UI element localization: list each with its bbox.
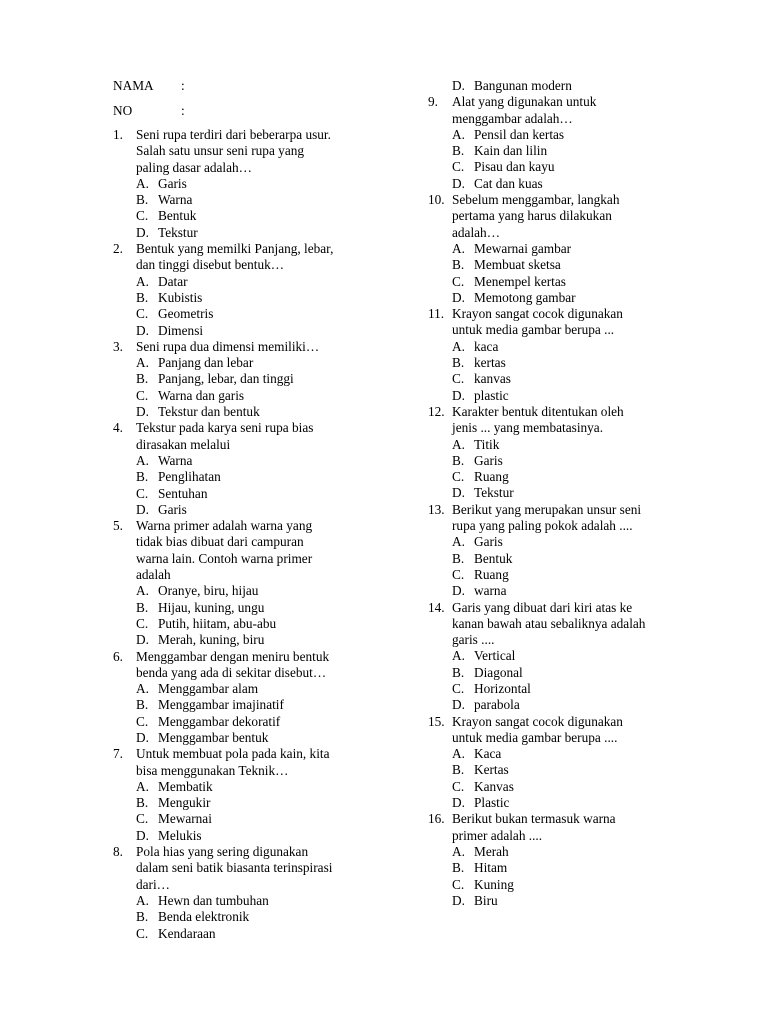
option-text: Mengukir <box>158 795 211 811</box>
question-item <box>113 339 363 420</box>
answer-options <box>136 681 363 746</box>
option-letter: C. <box>452 273 465 289</box>
option-text: Mewarnai gambar <box>474 240 572 256</box>
option-text: Kertas <box>474 762 509 778</box>
answer-option <box>452 860 678 876</box>
option-letter: B. <box>452 860 465 876</box>
option-text: Bentuk <box>474 550 513 566</box>
option-letter: A. <box>452 534 465 550</box>
answer-option <box>452 567 678 583</box>
option-text: Menggambar alam <box>158 681 259 697</box>
answer-option <box>136 371 363 387</box>
answer-option <box>136 893 363 909</box>
option-text: Warna <box>158 192 193 208</box>
option-letter: D. <box>452 583 465 599</box>
option-letter: B. <box>452 257 465 273</box>
question-item <box>113 518 363 648</box>
option-letter: C. <box>136 713 149 729</box>
question-number: 3. <box>113 338 123 354</box>
question-text-line: Pola hias yang sering digunakan <box>136 844 309 860</box>
answer-option <box>136 583 363 599</box>
option-text: Kaca <box>474 746 502 762</box>
option-text: plastic <box>474 387 509 403</box>
option-text: Sentuhan <box>158 485 208 501</box>
option-text: Garis <box>474 534 503 550</box>
answer-options <box>452 648 678 713</box>
option-letter: B. <box>452 143 465 159</box>
question-text-line: warna lain. Contoh warna primer <box>136 550 313 566</box>
option-text: Putih, hiitam, abu-abu <box>158 615 277 631</box>
option-text: Bangunan modern <box>474 78 572 93</box>
option-letter: C. <box>136 485 149 501</box>
question-text <box>452 811 678 844</box>
question-number: 4. <box>113 420 123 436</box>
answer-options <box>136 355 363 420</box>
answer-option <box>136 632 363 648</box>
answer-option <box>452 877 678 893</box>
answer-option <box>452 583 678 599</box>
option-text: Merah, kuning, biru <box>158 632 265 648</box>
option-letter: D. <box>136 632 149 648</box>
option-letter: C. <box>452 469 465 485</box>
question-item <box>113 844 363 942</box>
answer-options <box>136 779 363 844</box>
question-text <box>452 94 678 127</box>
answer-option <box>452 795 678 811</box>
question-item <box>428 811 678 909</box>
option-text: Menempel kertas <box>474 273 566 289</box>
answer-options <box>136 176 363 241</box>
question-text-line: menggambar adalah… <box>452 110 573 126</box>
answer-option <box>452 893 678 909</box>
answer-option <box>452 127 678 143</box>
answer-option <box>452 469 678 485</box>
question-text-line: Salah satu unsur seni rupa yang <box>136 143 305 159</box>
option-text: kanvas <box>474 371 511 387</box>
question-text <box>452 502 678 535</box>
option-text: Geometris <box>158 306 214 322</box>
question-text <box>452 192 678 241</box>
option-letter: A. <box>136 175 149 191</box>
option-letter: D. <box>136 501 149 517</box>
answer-options <box>136 274 363 339</box>
question-item <box>113 649 363 747</box>
question-text-line: untuk media gambar berupa ... <box>452 322 615 338</box>
option-text: Benda elektronik <box>158 909 250 925</box>
answer-option <box>136 404 363 420</box>
question-text-line: Bentuk yang memilki Panjang, lebar, <box>136 241 334 257</box>
option-text: Kanvas <box>474 778 514 794</box>
answer-option <box>452 257 678 273</box>
option-text: Bentuk <box>158 208 197 224</box>
option-letter: C. <box>452 778 465 794</box>
option-letter: B. <box>136 599 149 615</box>
answer-option <box>452 844 678 860</box>
question-text <box>452 404 678 437</box>
option-text: Cat dan kuas <box>474 175 543 191</box>
question-text-line: dan tinggi disebut bentuk… <box>136 257 285 273</box>
question-text-line: benda yang ada di sekitar disebut… <box>136 664 327 680</box>
option-text: Hijau, kuning, ungu <box>158 599 265 615</box>
option-letter: D. <box>452 175 465 191</box>
question-item <box>113 127 363 241</box>
option-text: Garis <box>158 501 187 517</box>
answer-option <box>136 616 363 632</box>
option-text: Horizontal <box>474 680 531 696</box>
question-text <box>136 420 363 453</box>
option-letter: C. <box>452 876 465 892</box>
question-text <box>136 649 363 682</box>
option-letter: D. <box>452 697 465 713</box>
answer-option <box>452 371 678 387</box>
answer-option <box>136 714 363 730</box>
option-text: Kain dan lilin <box>474 143 548 159</box>
option-text: Kuning <box>474 876 514 892</box>
option-letter: A. <box>136 273 149 289</box>
question-text-line: Menggambar dengan meniru bentuk <box>136 648 330 664</box>
answer-option <box>136 681 363 697</box>
option-letter: D. <box>452 387 465 403</box>
answer-option <box>136 795 363 811</box>
answer-option <box>136 486 363 502</box>
option-text: Tekstur <box>158 224 198 240</box>
question-number: 10. <box>428 192 445 208</box>
answer-option <box>136 697 363 713</box>
option-text: Penglihatan <box>158 469 221 485</box>
option-letter: A. <box>452 746 465 762</box>
option-letter: A. <box>136 452 149 468</box>
option-letter: B. <box>452 664 465 680</box>
question-text-line: dalam seni batik biasanta terinspirasi <box>136 860 333 876</box>
option-text: Menggambar imajinatif <box>158 697 284 713</box>
option-text: Mewarnai <box>158 811 212 827</box>
option-letter: A. <box>136 681 149 697</box>
option-letter: B. <box>136 697 149 713</box>
question-column-right <box>428 78 678 909</box>
question-text-line: Alat yang digunakan untuk <box>452 94 597 110</box>
answer-option <box>136 926 363 942</box>
answer-options <box>452 844 678 909</box>
name-label: NAMA <box>113 78 154 93</box>
option-text: Panjang, lebar, dan tinggi <box>158 371 294 387</box>
option-text: Menggambar bentuk <box>158 729 269 745</box>
option-letter: D. <box>136 322 149 338</box>
option-text: Pensil dan kertas <box>474 126 565 142</box>
question-item <box>428 502 678 600</box>
question-number: 13. <box>428 501 445 517</box>
option-letter: A. <box>452 126 465 142</box>
answer-option <box>136 208 363 224</box>
option-letter: A. <box>136 892 149 908</box>
option-letter: C. <box>136 811 149 827</box>
option-letter: D. <box>452 289 465 305</box>
option-text: Datar <box>158 273 188 289</box>
option-text: Kubistis <box>158 289 203 305</box>
answer-options <box>452 534 678 599</box>
answer-option <box>452 762 678 778</box>
answer-option <box>136 323 363 339</box>
option-text: Warna <box>158 452 193 468</box>
question-item <box>428 714 678 812</box>
option-text: Membatik <box>158 778 213 794</box>
question-item <box>113 241 363 339</box>
question-text <box>136 518 363 583</box>
question-number: 8. <box>113 844 123 860</box>
question-text-line: primer adalah .... <box>452 827 543 843</box>
option-text: Menggambar dekoratif <box>158 713 281 729</box>
option-letter: B. <box>136 289 149 305</box>
option-text: Garis <box>158 175 187 191</box>
option-text: Memotong gambar <box>474 289 576 305</box>
option-text: Panjang dan lebar <box>158 355 254 371</box>
option-letter: A. <box>136 583 149 599</box>
answer-option <box>136 274 363 290</box>
question-text-line: kanan bawah atau sebaliknya adalah <box>452 615 646 631</box>
answer-option <box>136 730 363 746</box>
answer-option <box>452 176 678 192</box>
option-letter: D. <box>452 78 465 93</box>
answer-option <box>452 697 678 713</box>
answer-options <box>452 746 678 811</box>
answer-options <box>136 893 363 942</box>
option-letter: C. <box>452 371 465 387</box>
answer-options <box>136 583 363 648</box>
option-letter: A. <box>136 355 149 371</box>
option-letter: B. <box>136 795 149 811</box>
option-text: Tekstur <box>474 485 514 501</box>
question-text <box>136 339 363 355</box>
option-letter: D. <box>452 795 465 811</box>
question-text-line: Berikut bukan termasuk warna <box>452 811 616 827</box>
question-text-line: bisa menggunakan Teknik… <box>136 762 289 778</box>
option-text: kertas <box>474 355 506 371</box>
answer-option <box>136 306 363 322</box>
option-letter: A. <box>452 240 465 256</box>
answer-options <box>452 127 678 192</box>
question-text-line: tidak bias dibuat dari campuran <box>136 534 304 550</box>
option-text: warna <box>474 583 507 599</box>
question-number: 9. <box>428 94 438 110</box>
option-letter: C. <box>452 566 465 582</box>
option-letter: C. <box>136 925 149 941</box>
question-text-line: Garis yang dibuat dari kiri atas ke <box>452 599 633 615</box>
question-text-line: adalah <box>136 567 171 583</box>
option-text: Titik <box>474 436 500 452</box>
answer-option <box>452 339 678 355</box>
option-text: Biru <box>474 892 498 908</box>
question-text <box>136 127 363 176</box>
question-text-line: garis .... <box>452 632 495 648</box>
question-text-line: jenis ... yang membatasinya. <box>452 420 604 436</box>
question-text-line: Berikut yang merupakan unsur seni <box>452 501 642 517</box>
question-text-line: Warna primer adalah warna yang <box>136 518 313 534</box>
answer-option <box>136 225 363 241</box>
answer-option <box>136 176 363 192</box>
question-text <box>136 241 363 274</box>
answer-option <box>452 779 678 795</box>
answer-option <box>136 290 363 306</box>
option-text: Plastic <box>474 795 510 811</box>
option-letter: B. <box>136 469 149 485</box>
option-text: Ruang <box>474 566 509 582</box>
answer-option <box>452 388 678 404</box>
option-text: Warna dan garis <box>158 387 245 403</box>
question-number: 1. <box>113 127 123 142</box>
option-text: Kendaraan <box>158 925 216 941</box>
question-number: 14. <box>428 599 445 615</box>
option-text: Pisau dan kayu <box>474 159 555 175</box>
question-number: 7. <box>113 746 123 762</box>
option-letter: C. <box>136 387 149 403</box>
question-text-line: paling dasar adalah… <box>136 159 252 175</box>
number-colon: : <box>181 103 185 118</box>
question-text-line: rupa yang paling pokok adalah .... <box>452 518 633 534</box>
question-text-line: Krayon sangat cocok digunakan <box>452 306 623 322</box>
option-letter: A. <box>452 338 465 354</box>
option-text: parabola <box>474 697 520 713</box>
question-text-line: Krayon sangat cocok digunakan <box>452 713 623 729</box>
question-text-line: Tekstur pada karya seni rupa bias <box>136 420 314 436</box>
option-letter: D. <box>136 404 149 420</box>
answer-option <box>136 779 363 795</box>
question-text-line: dari… <box>136 876 170 892</box>
option-letter: B. <box>136 909 149 925</box>
question-item <box>428 600 678 714</box>
option-letter: B. <box>452 355 465 371</box>
question-item <box>428 94 678 192</box>
answer-option <box>452 648 678 664</box>
question-text-line: Seni rupa terdiri dari beberarpa usur. <box>136 127 331 142</box>
option-letter: C. <box>136 208 149 224</box>
question-text-line: Karakter bentuk ditentukan oleh <box>452 403 624 419</box>
option-letter: B. <box>452 762 465 778</box>
answer-option <box>136 388 363 404</box>
option-letter: B. <box>136 192 149 208</box>
option-letter: B. <box>136 371 149 387</box>
answer-option <box>136 909 363 925</box>
answer-option <box>136 355 363 371</box>
option-letter: B. <box>452 452 465 468</box>
option-text: Merah <box>474 843 509 859</box>
option-letter: B. <box>452 550 465 566</box>
question-number: 6. <box>113 648 123 664</box>
option-text: Dimensi <box>158 322 204 338</box>
question-item <box>113 420 363 518</box>
answer-option <box>136 502 363 518</box>
question-text-line: untuk media gambar berupa .... <box>452 729 618 745</box>
answer-option <box>452 159 678 175</box>
answer-option <box>452 143 678 159</box>
question-number: 11. <box>428 306 445 322</box>
number-label: NO <box>113 103 133 118</box>
question-text <box>452 600 678 649</box>
question-number: 2. <box>113 241 123 257</box>
option-text: Hewn dan tumbuhan <box>158 892 269 908</box>
carry-over-option <box>452 78 678 94</box>
option-letter: D. <box>452 485 465 501</box>
name-colon: : <box>181 78 185 93</box>
answer-option <box>136 811 363 827</box>
answer-option <box>136 600 363 616</box>
question-number: 12. <box>428 403 445 419</box>
question-text-line: Untuk membuat pola pada kain, kita <box>136 746 330 762</box>
answer-option <box>452 453 678 469</box>
option-letter: C. <box>136 306 149 322</box>
question-item <box>113 746 363 844</box>
option-text: Ruang <box>474 469 509 485</box>
answer-option <box>452 534 678 550</box>
option-text: Hitam <box>474 860 508 876</box>
option-letter: D. <box>136 827 149 843</box>
question-item <box>428 192 678 306</box>
question-column-left <box>113 127 363 942</box>
option-letter: D. <box>136 224 149 240</box>
question-text <box>136 844 363 893</box>
question-text <box>452 714 678 747</box>
option-letter: A. <box>452 843 465 859</box>
question-number: 5. <box>113 518 123 534</box>
answer-option <box>452 241 678 257</box>
question-text-line: adalah… <box>452 224 500 240</box>
question-text-line: Seni rupa dua dimensi memiliki… <box>136 338 320 354</box>
answer-option <box>136 828 363 844</box>
answer-option <box>452 355 678 371</box>
question-text-line: pertama yang harus dilakukan <box>452 208 612 224</box>
option-letter: C. <box>136 615 149 631</box>
option-letter: C. <box>452 159 465 175</box>
answer-option <box>136 192 363 208</box>
answer-options <box>452 339 678 404</box>
option-text: Garis <box>474 452 503 468</box>
answer-options <box>452 241 678 306</box>
option-letter: C. <box>452 680 465 696</box>
option-text: Tekstur dan bentuk <box>158 404 260 420</box>
option-letter: D. <box>136 729 149 745</box>
option-letter: A. <box>452 436 465 452</box>
option-letter: A. <box>452 648 465 664</box>
answer-option <box>452 551 678 567</box>
option-text: Vertical <box>474 648 516 664</box>
option-letter: A. <box>136 778 149 794</box>
answer-option <box>452 290 678 306</box>
question-number: 16. <box>428 811 445 827</box>
answer-option <box>452 665 678 681</box>
question-item <box>428 306 678 404</box>
option-text: kaca <box>474 338 499 354</box>
answer-option <box>136 469 363 485</box>
option-text: Oranye, biru, hijau <box>158 583 259 599</box>
answer-option <box>136 453 363 469</box>
question-item <box>428 404 678 502</box>
question-text-line: dirasakan melalui <box>136 436 231 452</box>
answer-options <box>452 437 678 502</box>
answer-option <box>452 681 678 697</box>
option-text: Diagonal <box>474 664 523 680</box>
option-text: Membuat sketsa <box>474 257 561 273</box>
question-number: 15. <box>428 713 445 729</box>
question-text-line: Sebelum menggambar, langkah <box>452 192 620 208</box>
answer-options <box>136 453 363 518</box>
question-text <box>452 306 678 339</box>
answer-option <box>452 437 678 453</box>
answer-option <box>452 274 678 290</box>
answer-option <box>452 485 678 501</box>
option-letter: D. <box>452 892 465 908</box>
answer-option <box>452 746 678 762</box>
question-text <box>136 746 363 779</box>
option-text: Melukis <box>158 827 202 843</box>
